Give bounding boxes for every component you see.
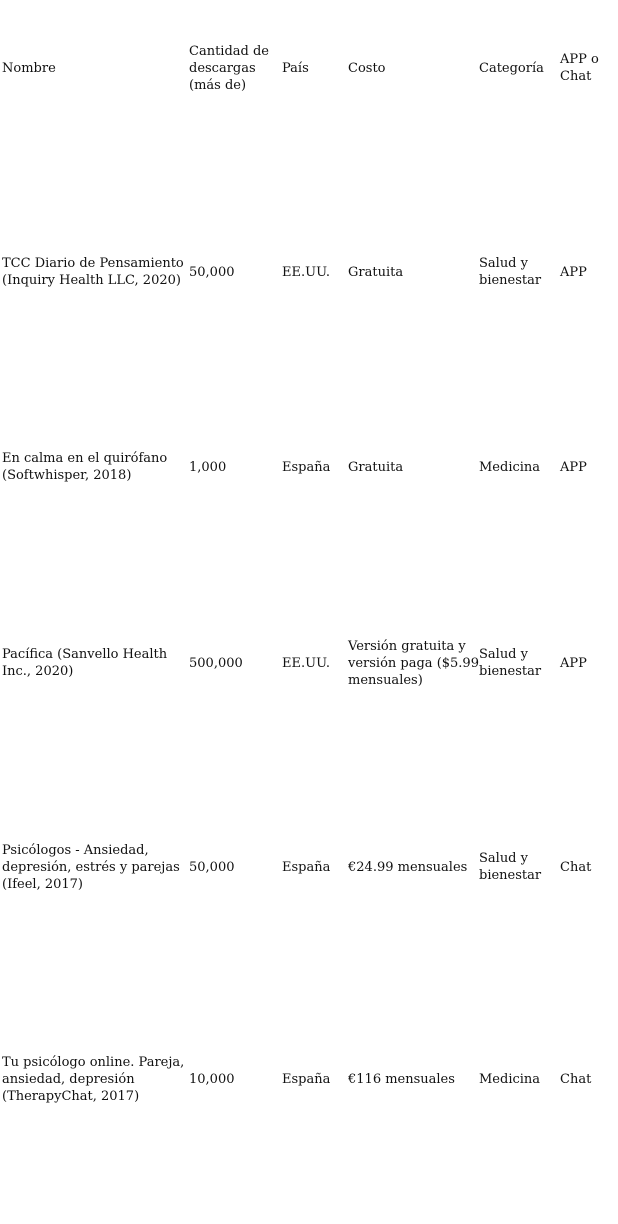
- cell-app-chat: APP: [560, 655, 587, 671]
- cell-pais: EE.UU.: [282, 264, 330, 280]
- header-pais: País: [282, 60, 309, 76]
- table-row: [0, 526, 618, 800]
- cell-descargas: 10,000: [189, 1071, 235, 1087]
- cell-descargas: 50,000: [189, 859, 235, 875]
- cell-descargas: 50,000: [189, 264, 235, 280]
- cell-nombre: Pacífica (Sanvello Health Inc., 2020): [2, 647, 168, 679]
- cell-app-chat: APP: [560, 459, 587, 475]
- cell-app-chat: Chat: [560, 1071, 592, 1087]
- cell-nombre: En calma en el quirófano (Softwhisper, 2018): [2, 451, 168, 483]
- header-categoria: Categoría: [479, 60, 544, 76]
- header-app-chat: APP o Chat: [560, 52, 599, 84]
- cell-pais: España: [282, 459, 331, 475]
- cell-app-chat: Chat: [560, 859, 592, 875]
- cell-pais: España: [282, 1071, 331, 1087]
- cell-categoria: Salud y bienestar: [479, 256, 542, 288]
- header-nombre: Nombre: [2, 60, 56, 76]
- table-row: [0, 136, 618, 408]
- cell-categoria: Medicina: [479, 1071, 541, 1087]
- cell-pais: España: [282, 859, 331, 875]
- cell-app-chat: APP: [560, 264, 587, 280]
- cell-costo: Gratuita: [348, 459, 404, 475]
- cell-costo: Versión gratuita y versión paga ($5.99 mensuales): [348, 638, 479, 688]
- cell-nombre: TCC Diario de Pensamiento (Inquiry Health LLC, 2020): [2, 256, 184, 288]
- cell-categoria: Medicina: [479, 459, 541, 475]
- table-header-row: [0, 0, 618, 136]
- cell-descargas: 500,000: [189, 655, 243, 671]
- cell-nombre: Tu psicólogo online. Pareja, ansiedad, depresión (TherapyChat, 2017): [2, 1054, 185, 1104]
- header-costo: Costo: [348, 60, 386, 76]
- table-row: [0, 800, 618, 934]
- table-row: [0, 934, 618, 1224]
- cell-costo: €116 mensuales: [348, 1071, 455, 1087]
- cell-nombre: Psicólogos - Ansiedad, depresión, estrés y parejas (Ifeel, 2017): [2, 842, 180, 892]
- cell-costo: Gratuita: [348, 264, 404, 280]
- cell-costo: €24.99 mensuales: [348, 859, 468, 875]
- cell-pais: EE.UU.: [282, 655, 330, 671]
- table-row: [0, 408, 618, 526]
- header-descargas: Cantidad de descargas (más de): [189, 43, 269, 93]
- cell-categoria: Salud y bienestar: [479, 851, 542, 883]
- cell-categoria: Salud y bienestar: [479, 647, 542, 679]
- cell-descargas: 1,000: [189, 459, 227, 475]
